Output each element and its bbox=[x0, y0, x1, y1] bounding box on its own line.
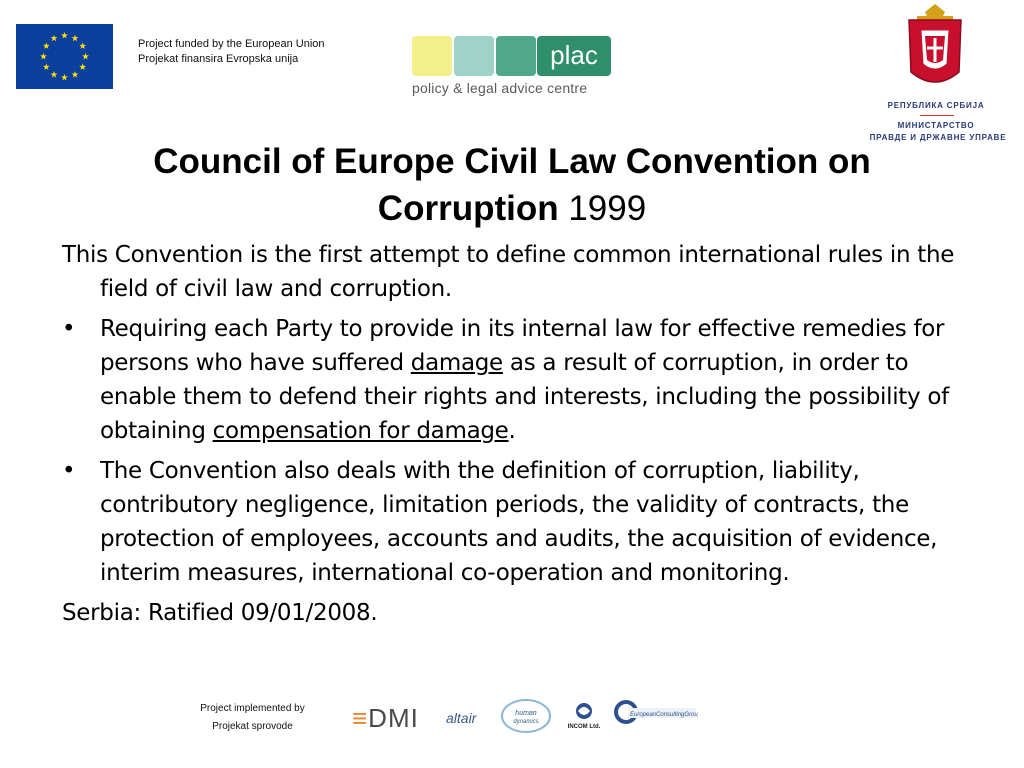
funded-line-sr: Projekat finansira Evropska unija bbox=[138, 53, 299, 65]
gov-ministry-name: ПРАВДЕ И ДРЖАВНЕ УПРАВЕ bbox=[869, 133, 1007, 142]
plac-square-green bbox=[496, 36, 536, 76]
svg-text:dynamics: dynamics bbox=[513, 719, 539, 725]
ratified-paragraph: Serbia: Ratified 09/01/2008. bbox=[62, 600, 378, 626]
eu-star-icon bbox=[72, 71, 79, 78]
bullet-scope bbox=[62, 454, 982, 590]
eu-star-icon bbox=[61, 32, 68, 39]
eu-star-icon bbox=[72, 35, 79, 42]
eu-star-icon bbox=[82, 53, 89, 60]
dmi-logo-text: DMI bbox=[368, 703, 419, 733]
title-year: 1999 bbox=[568, 189, 647, 228]
european-consulting-group-logo bbox=[614, 696, 698, 730]
damage-link[interactable]: damage bbox=[410, 350, 503, 376]
implemented-by-sr: Projekat sprovode bbox=[212, 721, 293, 732]
bullet1-text-b: as a result of corruption, in order to enable them to defend their rights and interests, including the possibility of obtaining bbox=[100, 350, 949, 444]
dmi-logo-mark-icon: ≡ bbox=[352, 703, 369, 733]
bullet-remedies bbox=[62, 312, 982, 448]
eu-stars-icon bbox=[16, 24, 113, 89]
implemented-by-en: Project implemented by bbox=[200, 703, 305, 714]
title-line1: Council of Europe Civil Law Convention on bbox=[153, 142, 871, 181]
eu-star-icon bbox=[61, 74, 68, 81]
serbian-coat-of-arms-icon bbox=[903, 2, 967, 92]
slide-title bbox=[60, 138, 964, 232]
funded-line-en: Project funded by the European Union bbox=[138, 38, 325, 50]
plac-square-yellow bbox=[412, 36, 452, 76]
plac-subtitle: policy & legal advice centre bbox=[412, 80, 588, 96]
funding-note bbox=[138, 37, 325, 67]
eu-star-icon bbox=[79, 63, 86, 70]
gov-divider bbox=[920, 115, 954, 116]
eu-star-icon bbox=[40, 53, 47, 60]
compensation-link[interactable]: compensation for damage bbox=[212, 418, 509, 444]
gov-republic-label: РЕПУБЛИКА СРБИЈА bbox=[887, 101, 985, 110]
dmi-logo bbox=[352, 703, 419, 734]
svg-text:human: human bbox=[515, 710, 537, 717]
title-corruption: Corruption bbox=[377, 189, 559, 228]
eu-flag-logo bbox=[16, 24, 113, 89]
eu-star-icon bbox=[51, 71, 58, 78]
bullet1-text-c: . bbox=[508, 418, 516, 444]
slide-body bbox=[62, 238, 982, 636]
svg-text:EuropeanConsultingGroup: EuropeanConsultingGroup bbox=[630, 712, 698, 718]
incom-logo bbox=[560, 700, 608, 736]
eu-star-icon bbox=[43, 63, 50, 70]
bullet-marker: • bbox=[62, 316, 76, 342]
bullet-marker: • bbox=[62, 458, 76, 484]
eu-star-icon bbox=[51, 35, 58, 42]
plac-square-light bbox=[454, 36, 494, 76]
eu-star-icon bbox=[43, 42, 50, 49]
plac-wordmark: plac bbox=[537, 36, 611, 76]
eu-star-icon bbox=[79, 42, 86, 49]
gov-ministry-label: МИНИСТАРСТВО bbox=[897, 121, 975, 130]
altair-logo: altair bbox=[446, 710, 477, 726]
human-dynamics-logo bbox=[500, 698, 552, 734]
intro-paragraph: This Convention is the first attempt to define common international rules in the field of civil law and corruption. bbox=[62, 242, 955, 302]
svg-text:INCOM Ltd.: INCOM Ltd. bbox=[567, 724, 601, 730]
bullet2-text: The Convention also deals with the definition of corruption, liability, contributory negligence, limitation periods, the validity of contracts, the protection of employees, accounts and audits, the acquisition of evidence, interim measures, international co-operation and monitoring. bbox=[100, 458, 938, 586]
bullet1-text-a: Requiring each Party to provide in its internal law for effective remedies for persons who have suffered bbox=[100, 316, 945, 376]
